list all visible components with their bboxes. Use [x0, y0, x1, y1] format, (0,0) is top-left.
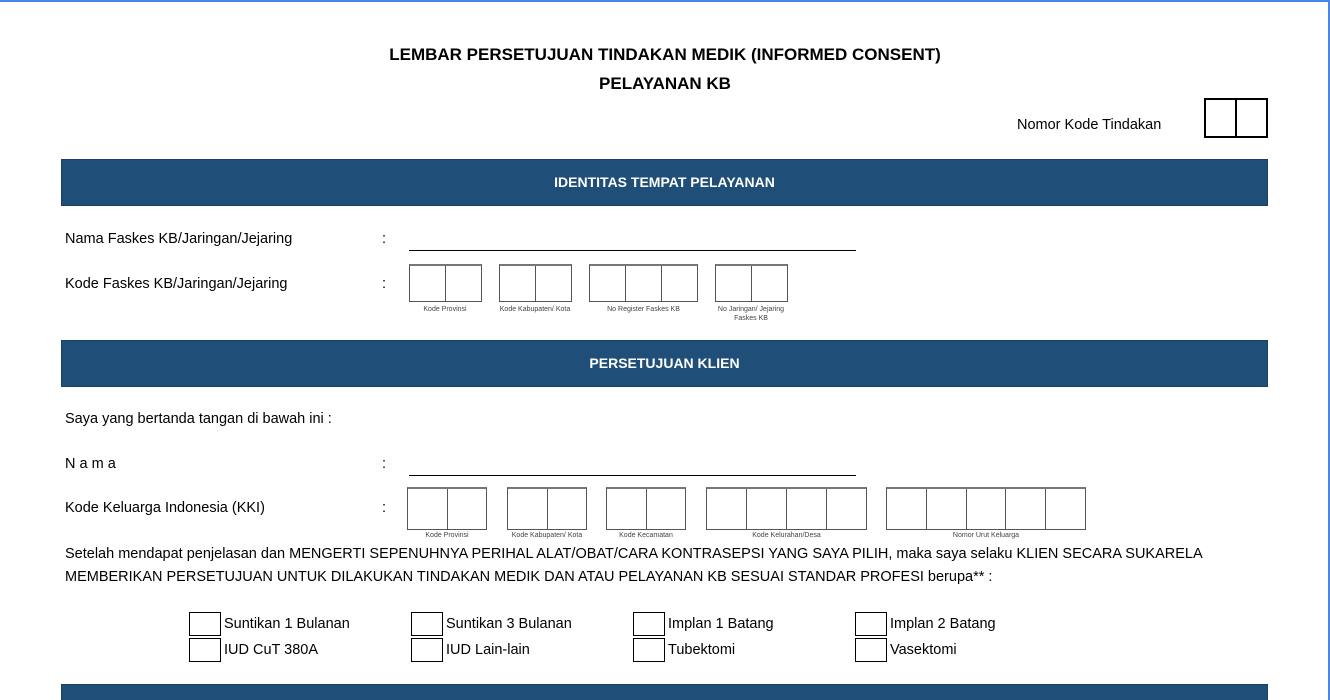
- option-label: Suntikan 3 Bulanan: [446, 616, 572, 632]
- kki-provinsi-boxes[interactable]: [407, 487, 487, 530]
- caption: Kode Provinsi: [425, 532, 469, 539]
- statement-line-2: MEMBERIKAN PERSETUJUAN UNTUK DILAKUKAN TINDAKAN MEDIK DAN ATAU PELAYANAN KB SESUAI STANDAR PROFESI berupa** :: [65, 569, 993, 585]
- kki-nomor-urut-boxes[interactable]: [886, 487, 1086, 530]
- nama-input[interactable]: [409, 475, 856, 476]
- caption: No Jaringan/ Jejaring Faskes KB: [717, 306, 785, 322]
- caption: Kode Kelurahan/Desa: [752, 532, 821, 539]
- intro-text: Saya yang bertanda tangan di bawah ini :: [65, 411, 332, 427]
- caption: Kode Provinsi: [423, 306, 467, 313]
- form-title: LEMBAR PERSETUJUAN TINDAKAN MEDIK (INFORMED CONSENT): [389, 45, 941, 64]
- colon: :: [382, 500, 387, 516]
- kki-label: Kode Keluarga Indonesia (KKI): [65, 500, 265, 516]
- kki-kabupaten-boxes[interactable]: [507, 487, 587, 530]
- nama-label: N a m a: [65, 456, 116, 472]
- colon: :: [382, 231, 387, 247]
- option-label: Vasektomi: [890, 642, 957, 658]
- colon: :: [382, 456, 387, 472]
- checkbox-implan-2[interactable]: [855, 612, 887, 636]
- option-label: Implan 2 Batang: [890, 616, 996, 632]
- caption: Kode Kabupaten/ Kota: [499, 306, 571, 313]
- checkbox-vasektomi[interactable]: [855, 638, 887, 662]
- option-label: IUD Lain-lain: [446, 642, 530, 658]
- nomor-kode-label: Nomor Kode Tindakan: [1017, 117, 1162, 133]
- checkbox-implan-1[interactable]: [633, 612, 665, 636]
- kki-kecamatan-boxes[interactable]: [606, 487, 686, 530]
- no-register-boxes[interactable]: [589, 264, 698, 302]
- checkbox-iud-cut[interactable]: [189, 638, 221, 662]
- kode-kabupaten-boxes[interactable]: [499, 264, 572, 302]
- section-identitas-header: IDENTITAS TEMPAT PELAYANAN: [61, 159, 1268, 206]
- no-jaringan-boxes[interactable]: [715, 264, 788, 302]
- caption: Kode Kecamatan: [619, 532, 673, 539]
- nama-faskes-input[interactable]: [409, 250, 856, 251]
- option-label: IUD CuT 380A: [224, 642, 319, 658]
- checkbox-suntikan-3[interactable]: [411, 612, 443, 636]
- option-label: Tubektomi: [668, 642, 736, 658]
- checkbox-tubektomi[interactable]: [633, 638, 665, 662]
- checkbox-suntikan-1[interactable]: [189, 612, 221, 636]
- kode-faskes-label: Kode Faskes KB/Jaringan/Jejaring: [65, 276, 288, 292]
- nomor-kode-boxes[interactable]: [1204, 98, 1268, 138]
- kki-kelurahan-boxes[interactable]: [706, 487, 867, 530]
- caption: No Register Faskes KB: [607, 306, 680, 313]
- option-label: Implan 1 Batang: [668, 616, 774, 632]
- option-label: Suntikan 1 Bulanan: [224, 616, 350, 632]
- caption: Nomor Urut Keluarga: [952, 532, 1020, 539]
- form-subtitle: PELAYANAN KB: [599, 74, 731, 93]
- colon: :: [382, 276, 387, 292]
- nama-faskes-label: Nama Faskes KB/Jaringan/Jejaring: [65, 231, 293, 247]
- section-persetujuan-header: PERSETUJUAN KLIEN: [61, 340, 1268, 387]
- section-next-header: [61, 684, 1268, 700]
- caption: Kode Kabupaten/ Kota: [511, 532, 583, 539]
- kode-provinsi-boxes[interactable]: [409, 264, 482, 302]
- checkbox-iud-lain[interactable]: [411, 638, 443, 662]
- statement-line-1: Setelah mendapat penjelasan dan MENGERTI SEPENUHNYA PERIHAL ALAT/OBAT/CARA KONTRASEPSI YANG SAYA PILIH, maka saya selaku KLIEN SECARA SUKARELA: [65, 546, 1203, 562]
